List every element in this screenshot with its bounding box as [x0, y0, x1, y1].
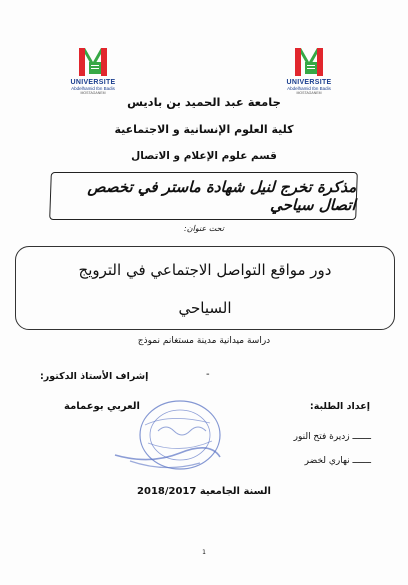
faculty-name: كلية العلوم الإنسانية و الاجتماعية	[114, 123, 294, 136]
study-description: دراسة ميدانية مدينة مستغانم نموذج	[137, 336, 271, 346]
logo-subtitle: Abdelhamid Ibn Badis	[71, 86, 115, 91]
department-name: قسم علوم الإعلام و الاتصال	[131, 150, 277, 162]
student-name: زديرة فتح النور	[293, 432, 350, 442]
students-label: إعداد الطلبة:	[309, 401, 370, 412]
logo-location: MOSTAGANEM	[80, 91, 106, 95]
supervisor-name: العربي بوعمامة	[64, 401, 140, 412]
logo-mark-icon	[289, 42, 329, 78]
logo-mark-icon	[73, 42, 113, 78]
student-dash: ـــــــ	[352, 432, 371, 442]
thesis-title-box	[15, 246, 395, 330]
supervisor-label: إشراف الأستاذ الدكتور:	[40, 371, 149, 382]
logo-location: MOSTAGANEM	[296, 91, 322, 95]
logo-subtitle: Abdelhamid Ibn Badis	[287, 86, 331, 91]
student-dash: ـــــــ	[352, 456, 371, 466]
student-item	[294, 432, 371, 442]
thesis-banner: مذكرة تخرج لنيل شهادة ماستر في تخصص اتصال سياحي	[49, 172, 358, 220]
academic-year: السنة الجامعية 2018/2017	[137, 486, 271, 497]
official-stamp-icon	[110, 395, 225, 477]
logo-wordmark: UNIVERSITE	[286, 79, 332, 86]
supervisor-dash: -	[206, 369, 210, 380]
page-number: 1	[202, 549, 206, 556]
thesis-title-line-1: دور مواقع التواصل الاجتماعي في الترويج	[78, 261, 332, 279]
logo-wordmark: UNIVERSITE	[70, 79, 116, 86]
student-item	[305, 456, 371, 466]
student-name: نهاري لخضر	[304, 456, 350, 466]
under-title-label: تحت عنوان:	[184, 224, 224, 233]
thesis-title-line-2: السياحي	[178, 299, 232, 317]
university-name: جامعة عبد الحميد بن باديس	[127, 95, 281, 109]
